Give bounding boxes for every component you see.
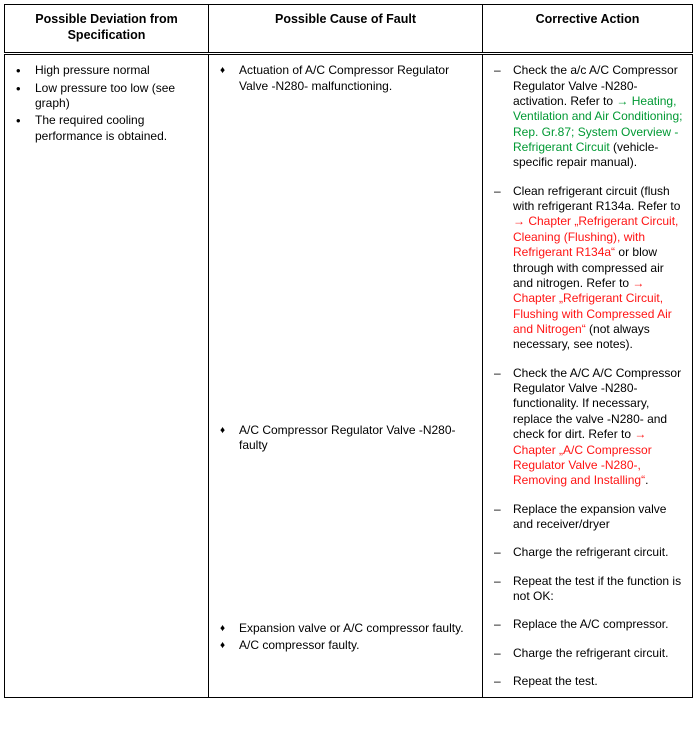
cause-item (217, 638, 475, 653)
action-item-label (513, 545, 685, 560)
action-text-run: Charge the refrigerant circuit. (513, 645, 669, 660)
bullet-diamond-icon: ♦ (220, 622, 226, 634)
action-text-run: Repeat the test. (513, 674, 598, 689)
cause-group (217, 621, 475, 654)
bullet-round-icon: • (16, 63, 21, 79)
bullet-diamond-icon: ♦ (220, 424, 226, 436)
cause-list (217, 63, 475, 94)
deviation-item (13, 113, 201, 144)
bullet-dash-icon: – (494, 365, 501, 380)
table-body (5, 54, 693, 698)
bullet-round-icon: • (16, 113, 21, 129)
cross-reference-link-red[interactable]: → Chapter „Refrigerant Circuit, Cleaning (Flushing), with Refrigerant R134a“ (513, 214, 679, 260)
action-item-label (513, 184, 685, 353)
troubleshooting-table (4, 4, 693, 698)
action-item (491, 674, 685, 689)
action-text-run: Charge the refrigerant circuit. (513, 545, 669, 560)
action-text-run: Check the A/C A/C Compressor Regulator Valve -N280- functionality. If necessary, replace the valve -N280- and check for dirt. Refer to (513, 365, 682, 442)
action-text-run: Replace the A/C compressor. (513, 617, 669, 632)
action-item (491, 184, 685, 353)
action-text-run: Replace the expansion valve and receiver/dryer (513, 501, 667, 531)
action-text-run: Clean refrigerant circuit (flush with refrigerant R134a. Refer to (513, 183, 681, 214)
cross-reference-link-green[interactable]: → Heating, Ventilation and Air Conditioning; Rep. Gr.87; System Overview - Refrigerant Circuit (513, 93, 683, 155)
action-text-run: (not always necessary, see notes). (513, 322, 650, 352)
action-item (491, 502, 685, 533)
table-header (5, 5, 693, 54)
action-list (491, 63, 685, 689)
action-item (491, 63, 685, 171)
action-text-run: Repeat the test if the function is not OK: (513, 573, 682, 604)
bullet-dash-icon: – (494, 545, 501, 560)
action-item-label (513, 674, 685, 689)
cause-item-label: A/C Compressor Regulator Valve -N280- faulty (239, 422, 456, 453)
header-row (5, 5, 693, 54)
deviation-item (13, 81, 201, 112)
action-item-label (513, 574, 685, 605)
bullet-dash-icon: – (494, 617, 501, 632)
action-item-label (513, 646, 685, 661)
bullet-dash-icon: – (494, 674, 501, 689)
deviation-item-label: High pressure normal (35, 63, 150, 78)
cause-item-label: Actuation of A/C Compressor Regulator Valve -N280- malfunctioning. (239, 63, 450, 93)
bullet-dash-icon: – (494, 183, 501, 198)
action-item-label (513, 617, 685, 632)
cross-reference-link-red[interactable]: → Chapter „A/C Compressor Regulator Valve -N280-, Removing and Installing“ (513, 427, 652, 488)
bullet-dash-icon: – (494, 501, 501, 516)
action-item (491, 574, 685, 605)
cause-group (217, 63, 475, 94)
deviation-item-label: Low pressure too low (see graph) (35, 80, 176, 110)
action-item-label (513, 63, 685, 171)
action-item-label (513, 502, 685, 533)
cell-corrective-action (483, 54, 693, 698)
bullet-dash-icon: – (494, 63, 501, 78)
cause-group (217, 423, 475, 454)
action-text-run: or blow through with compressed air and nitrogen. Refer to (513, 245, 664, 290)
cause-item (217, 621, 475, 636)
cause-group-container (217, 63, 475, 653)
bullet-diamond-icon: ♦ (220, 640, 226, 652)
action-item-label (513, 366, 685, 489)
cause-list (217, 423, 475, 454)
deviation-list (13, 63, 201, 144)
action-text-run: Check the a/c A/C Compressor Regulator Valve -N280- activation. Refer to (513, 63, 678, 108)
bullet-dash-icon: – (494, 573, 501, 588)
bullet-dash-icon: – (494, 645, 501, 660)
column-header-cause: Possible Cause of Fault (209, 5, 483, 54)
column-header-deviation: Possible Deviation from Specification (5, 5, 209, 54)
cell-deviation (5, 54, 209, 698)
deviation-item (13, 63, 201, 78)
table-row (5, 54, 693, 698)
cause-list (217, 621, 475, 654)
action-item (491, 545, 685, 560)
action-text-run: . (645, 473, 649, 488)
action-item (491, 617, 685, 632)
column-header-corrective-action: Corrective Action (483, 5, 693, 54)
cell-cause (209, 54, 483, 698)
deviation-item-label: The required cooling performance is obtained. (35, 113, 168, 143)
action-text-run: (vehicle-specific repair manual). (513, 140, 659, 170)
cause-item (217, 63, 475, 94)
action-item (491, 646, 685, 661)
cause-item-label: A/C compressor faulty. (239, 638, 360, 653)
cross-reference-link-red[interactable]: → Chapter „Refrigerant Circuit, Flushing with Compressed Air and Nitrogen“ (513, 275, 672, 336)
cause-item-label: Expansion valve or A/C compressor faulty. (239, 620, 464, 635)
bullet-round-icon: • (16, 80, 21, 96)
action-item (491, 366, 685, 489)
bullet-diamond-icon: ♦ (220, 65, 226, 77)
cause-item (217, 423, 475, 454)
